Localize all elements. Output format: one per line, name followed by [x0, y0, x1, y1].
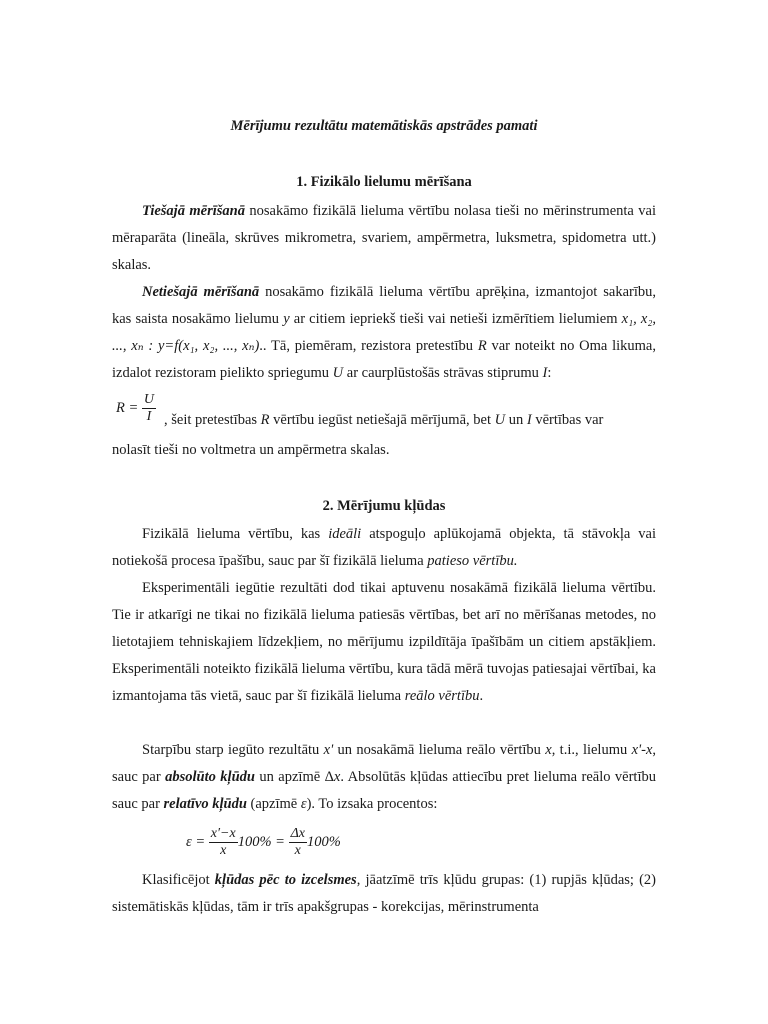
text: , sauc par: [112, 742, 657, 785]
text: ar citiem iepriekš tieši vai netieši izmērītiem lielumiem: [289, 311, 622, 327]
text: un apzīmē Δ: [254, 769, 334, 785]
text: ar caurplūstošās strāvas stiprumu: [343, 365, 543, 381]
text: Klasificējot: [142, 872, 215, 888]
paragraph-classification: [112, 867, 656, 921]
text: atspoguļo aplūkojamā objekta, tā stāvokļa vai notiekošā procesa īpašību, sauc par šī fizikālā lieluma: [112, 526, 656, 569]
var-I: I: [542, 365, 548, 381]
var-I: I: [526, 412, 532, 428]
formula-lhs: R =: [116, 399, 139, 416]
text: var noteikt no Oma likuma, izdalot rezistoram pielikto spriegumu: [112, 338, 656, 381]
text: ). To izsaka procentos:: [306, 796, 438, 812]
section-1-heading: 1. Fizikālo lielumu mērīšana: [296, 174, 472, 190]
term-true-value: patieso vērtību.: [427, 553, 518, 569]
fraction-1: [209, 826, 238, 859]
formula-lhs: ε =: [186, 833, 206, 850]
text: .. Tā, piemēram, rezistora pretestību: [259, 338, 478, 354]
numerator: Δx: [290, 826, 305, 841]
formula-end: 100%: [307, 833, 341, 850]
term-indirect-measurement: Netiešajā mērīšanā: [142, 284, 260, 300]
denominator: x: [220, 843, 227, 858]
var-diff: x'-x: [631, 742, 653, 758]
text: un: [505, 412, 527, 428]
relative-error-formula: [186, 826, 341, 859]
ohm-formula: [116, 392, 156, 425]
formula-explanation: [164, 412, 656, 429]
emph-ideally: ideāli: [328, 526, 362, 542]
text: vērtību iegūst netiešajā mērījumā, bet: [269, 412, 495, 428]
fraction: [142, 392, 156, 425]
term-error-origin: kļūdas pēc to izcelsmes: [214, 872, 357, 888]
text: . Absolūtās kļūdas attiecību pret lieluma reālo vērtību sauc par: [112, 769, 656, 812]
term-relative-error: relatīvo kļūdu: [163, 796, 247, 812]
fraction-2: [289, 826, 307, 859]
paragraph-real-value: [112, 575, 656, 710]
term-direct-measurement: Tiešajā mērīšanā: [142, 203, 245, 219]
section-2-heading: 2. Mērījumu kļūdas: [322, 498, 446, 514]
var-U: U: [494, 412, 506, 428]
text: (apzīmē: [246, 796, 301, 812]
var-R: R: [477, 338, 487, 354]
paragraph-direct-measurement: [112, 198, 656, 279]
text: Fizikālā lieluma vērtību, kas: [142, 526, 329, 542]
text: un nosakāmā lieluma reālo vērtību: [333, 742, 546, 758]
text: :: [547, 365, 552, 381]
paragraph-indirect-measurement: [112, 279, 656, 387]
text: Starpību starp iegūto rezultātu: [142, 742, 324, 758]
term-real-value: reālo vērtību: [404, 688, 480, 704]
var-y: y: [283, 311, 290, 327]
term-absolute-error: absolūto kļūdu: [165, 769, 255, 785]
var-list: x₁, x₂, ..., xₙ : y=f(x₁, x₂, ..., xₙ): [112, 311, 656, 354]
text: Eksperimentāli iegūtie rezultāti dod tikai aptuvenu nosakāmā fizikālā lieluma vērtību. Tie ir atkarīgi ne tikai no fizikālā lieluma patiesās vērtības, bet arī no mērīšanas metodes, no lietotajiem tehniskajiem līdzekļiem, no mērījumu izpildītāja īpašībām un citiem apstākļiem. Eksperimentāli noteikto fizikālā lieluma vērtību, kura tādā mērā tuvojas patiesajai vērtībai, ka izmantojama tās vietā, sauc par šī fizikālā lieluma: [112, 580, 656, 704]
numerator: U: [143, 392, 155, 407]
var-x: x: [545, 742, 552, 758]
text: nosakāmo fizikālā lieluma vērtību aprēķina, izmantojot sakarību, kas saista nosakāmo lielumu: [112, 284, 657, 327]
var-R: R: [260, 412, 270, 428]
text: nosakāmo fizikālā lieluma vērtību nolasa tieši no mērinstrumenta vai mēraparāta (lineāla, skrūves mikrometra, svariem, ampērmetra, luksmetra, spidometra utt.) skalas.: [112, 203, 656, 273]
formula-explanation-line2: nolasīt tieši no voltmetra un ampērmetra skalas.: [112, 442, 390, 458]
text: , t.i., lielumu: [551, 742, 632, 758]
paragraph-absolute-error: [112, 737, 656, 818]
var-x-prime: x': [323, 742, 334, 758]
var-eps: ε: [300, 796, 307, 812]
text: , jāatzīmē trīs kļūdu grupas: (1) rupjās kļūdas; (2) sistemātiskās kļūdas, tām ir trīs apakšgrupas - korekcijas, mērinstrumenta: [112, 872, 656, 915]
text: vērtības var: [531, 412, 604, 428]
text: .: [479, 688, 484, 704]
denominator: x: [294, 843, 301, 858]
var-U: U: [332, 365, 344, 381]
text: , šeit pretestības: [164, 412, 261, 428]
var-dx: x: [333, 769, 341, 785]
formula-mid: 100% =: [237, 833, 285, 850]
document-title: Mērījumu rezultātu matemātiskās apstrādes pamati: [230, 118, 538, 134]
denominator: I: [146, 409, 152, 424]
numerator: x′−x: [210, 826, 236, 841]
paragraph-true-value: [112, 521, 656, 575]
